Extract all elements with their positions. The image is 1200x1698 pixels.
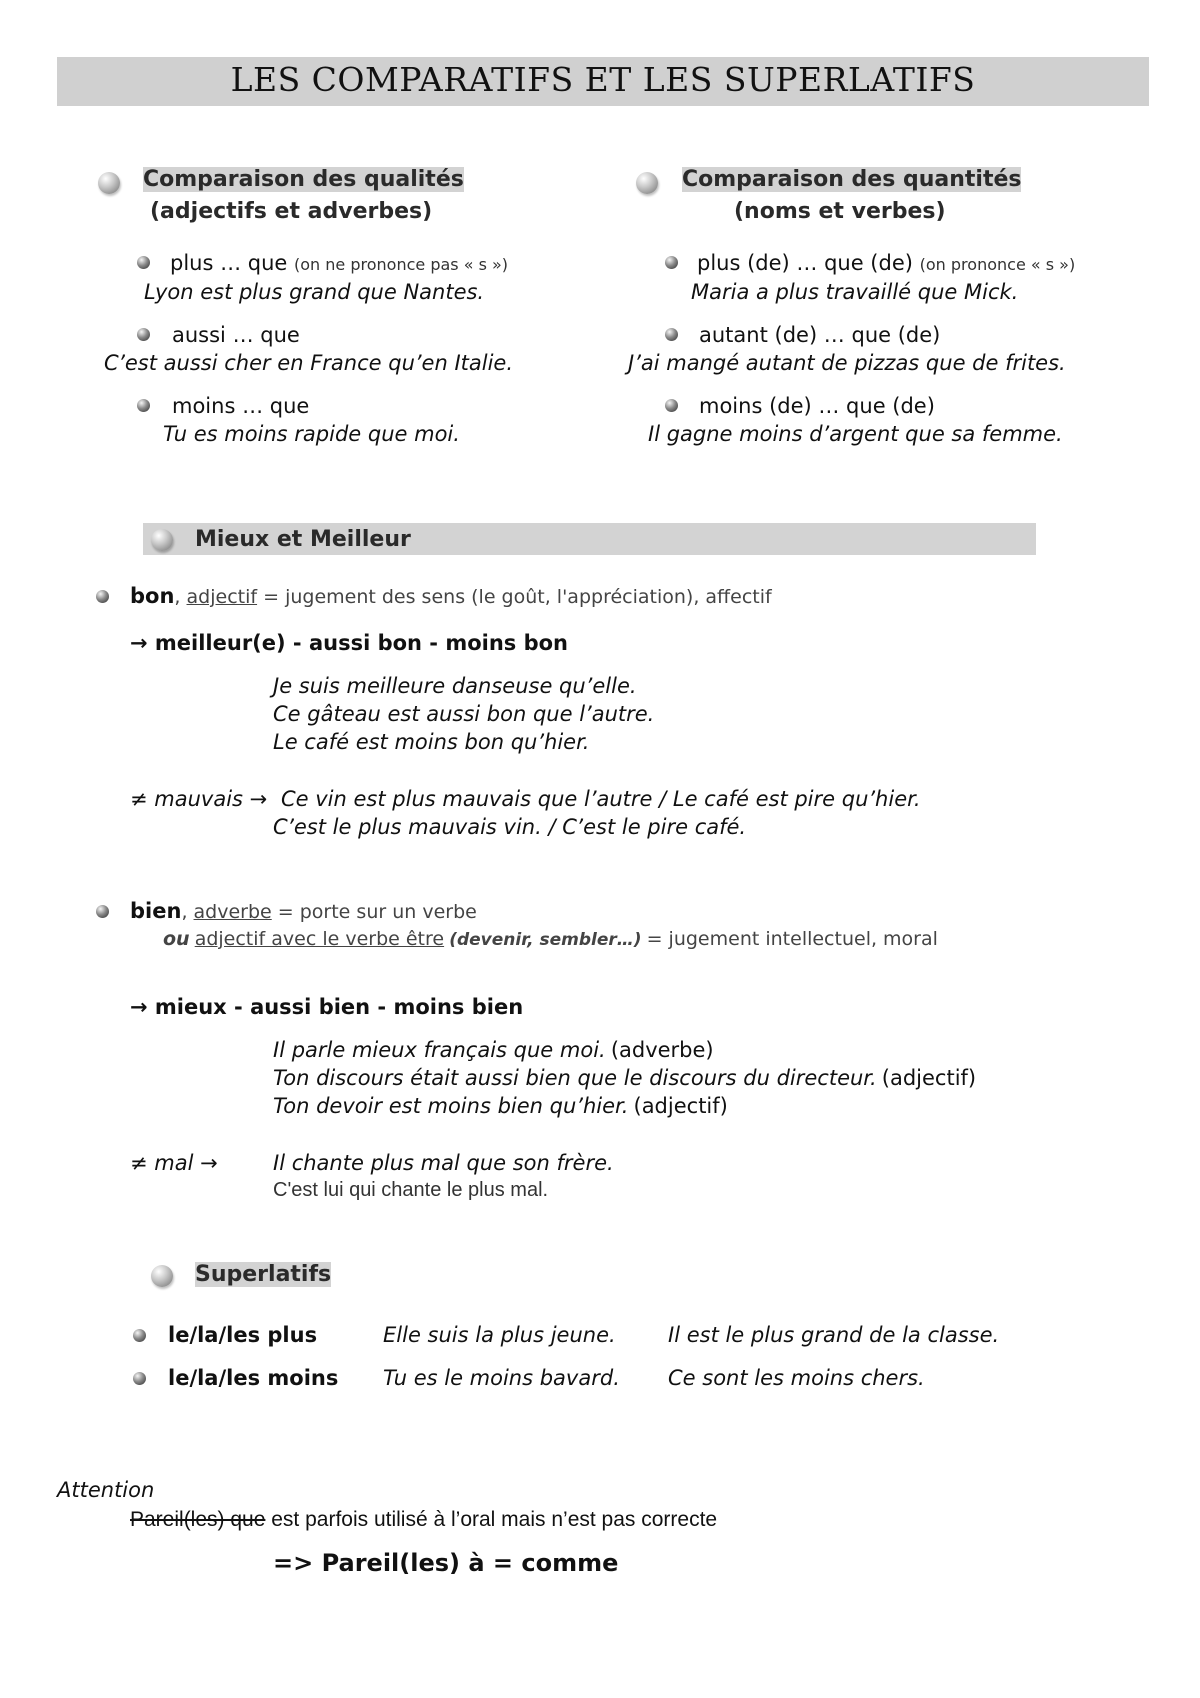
bien-example-text: Il parle mieux français que moi. bbox=[273, 1038, 606, 1062]
bien-type: adverbe bbox=[193, 901, 272, 923]
qualites-rule-1 bbox=[170, 251, 508, 275]
quantites-heading: Comparaison des quantités bbox=[682, 167, 1022, 192]
bien-example-1 bbox=[273, 1038, 714, 1062]
superlatif-example-1b: Il est le plus grand de la classe. bbox=[668, 1323, 1000, 1347]
bon-example-2: Ce gâteau est aussi bon que l’autre. bbox=[273, 702, 655, 726]
bien-forms: → mieux - aussi bien - moins bien bbox=[130, 995, 524, 1019]
qualites-heading: Comparaison des qualités bbox=[143, 167, 464, 192]
bon-forms: → meilleur(e) - aussi bon - moins bon bbox=[130, 631, 569, 655]
rule-note: (on prononce « s ») bbox=[919, 255, 1076, 274]
bullet-dot-icon bbox=[665, 328, 678, 341]
superlatif-rule-1: le/la/les plus bbox=[168, 1323, 318, 1347]
qualites-example-3: Tu es moins rapide que moi. bbox=[163, 422, 460, 446]
bien-alt-verbs: (devenir, sembler…) bbox=[449, 930, 642, 950]
bien-example-note: (adverbe) bbox=[610, 1038, 714, 1062]
quantites-example-1: Maria a plus travaillé que Mick. bbox=[691, 280, 1019, 304]
bien-example-text: Ton devoir est moins bien qu’hier. bbox=[273, 1094, 629, 1118]
bullet-dot-icon bbox=[137, 399, 150, 412]
qualites-rule-3: moins … que bbox=[172, 394, 310, 418]
bien-alt-type: adjectif avec le verbe être bbox=[194, 928, 445, 950]
bien-example-3 bbox=[273, 1094, 728, 1118]
page-title: LES COMPARATIFS ET LES SUPERLATIFS bbox=[230, 60, 976, 99]
superlatif-example-1a: Elle suis la plus jeune. bbox=[383, 1323, 616, 1347]
bullet-dot-icon bbox=[665, 256, 678, 269]
rule-text: plus … que bbox=[170, 251, 288, 275]
bon-word: bon bbox=[130, 584, 175, 608]
bullet-dot-icon bbox=[665, 399, 678, 412]
bon-definition: = jugement des sens (le goût, l'appréciation), affectif bbox=[263, 586, 772, 608]
quantites-rule-2: autant (de) … que (de) bbox=[699, 323, 941, 347]
bien-word: bien bbox=[130, 899, 182, 923]
quantites-rule-1 bbox=[697, 251, 1075, 275]
rule-note: (on ne prononce pas « s ») bbox=[294, 255, 509, 274]
superlatif-example-2a: Tu es le moins bavard. bbox=[383, 1366, 620, 1390]
mauvais-line-2: C’est le plus mauvais vin. / C’est le pire café. bbox=[273, 815, 747, 839]
bon-example-3: Le café est moins bon qu’hier. bbox=[273, 730, 590, 754]
bien-example-note: (adjectif) bbox=[881, 1066, 977, 1090]
bullet-dot-icon bbox=[133, 1372, 146, 1385]
attention-correction: => Pareil(les) à = comme bbox=[273, 1549, 619, 1577]
mal-label: ≠ mal → bbox=[130, 1151, 218, 1175]
mal-line-1: Il chante plus mal que son frère. bbox=[273, 1151, 614, 1175]
qualites-example-1: Lyon est plus grand que Nantes. bbox=[144, 280, 485, 304]
bien-example-note: (adjectif) bbox=[633, 1094, 728, 1118]
mal-line-2: C'est lui qui chante le plus mal. bbox=[273, 1179, 549, 1201]
qualites-subheading: (adjectifs et adverbes) bbox=[150, 199, 433, 224]
bullet-dot-icon bbox=[137, 328, 150, 341]
quantites-rule-3: moins (de) … que (de) bbox=[699, 394, 935, 418]
quantites-subheading: (noms et verbes) bbox=[734, 199, 946, 224]
attention-sentence: est parfois utilisé à l’oral mais n’est pas correcte bbox=[265, 1508, 718, 1531]
bien-alt-line bbox=[163, 928, 938, 950]
mauvais-line-1: Ce vin est plus mauvais que l’autre / Le café est pire qu’hier. bbox=[281, 787, 921, 811]
bien-example-text: Ton discours était aussi bien que le discours du directeur. bbox=[273, 1066, 877, 1090]
bullet-dot-icon bbox=[133, 1329, 146, 1342]
sphere-bullet-icon bbox=[151, 1265, 173, 1287]
superlatif-rule-2: le/la/les moins bbox=[168, 1366, 339, 1390]
quantites-example-3: Il gagne moins d’argent que sa femme. bbox=[648, 422, 1063, 446]
sphere-bullet-icon bbox=[636, 172, 658, 194]
superlatif-example-2b: Ce sont les moins chers. bbox=[668, 1366, 925, 1390]
sphere-bullet-icon bbox=[98, 172, 120, 194]
bullet-dot-icon bbox=[96, 590, 109, 603]
superlatifs-heading: Superlatifs bbox=[195, 1262, 332, 1287]
bullet-dot-icon bbox=[137, 256, 150, 269]
attention-text bbox=[130, 1508, 717, 1532]
bullet-dot-icon bbox=[96, 905, 109, 918]
bien-line: bien, adverbe = porte sur un verbe bbox=[130, 899, 477, 923]
struck-expression: Pareil(les) que bbox=[130, 1508, 266, 1531]
bien-example-2 bbox=[273, 1066, 976, 1090]
bon-line: bon, adjectif = jugement des sens (le goût, l'appréciation), affectif bbox=[130, 584, 772, 608]
qualites-rule-2: aussi … que bbox=[172, 323, 300, 347]
qualites-example-2: C’est aussi cher en France qu’en Italie. bbox=[104, 351, 514, 375]
mauvais-label: ≠ mauvais → bbox=[130, 787, 268, 811]
attention-label: Attention bbox=[57, 1478, 155, 1502]
quantites-example-2: J’ai mangé autant de pizzas que de frites. bbox=[628, 351, 1066, 375]
sphere-bullet-icon bbox=[151, 529, 173, 551]
rule-text: plus (de) … que (de) bbox=[697, 251, 913, 275]
bien-alt-definition: = jugement intellectuel, moral bbox=[646, 928, 938, 950]
mieux-meilleur-heading: Mieux et Meilleur bbox=[195, 527, 411, 552]
ou-text: ou bbox=[163, 928, 190, 950]
bon-type: adjectif bbox=[186, 586, 258, 608]
bien-definition: = porte sur un verbe bbox=[277, 901, 477, 923]
bon-example-1: Je suis meilleure danseuse qu’elle. bbox=[273, 674, 637, 698]
